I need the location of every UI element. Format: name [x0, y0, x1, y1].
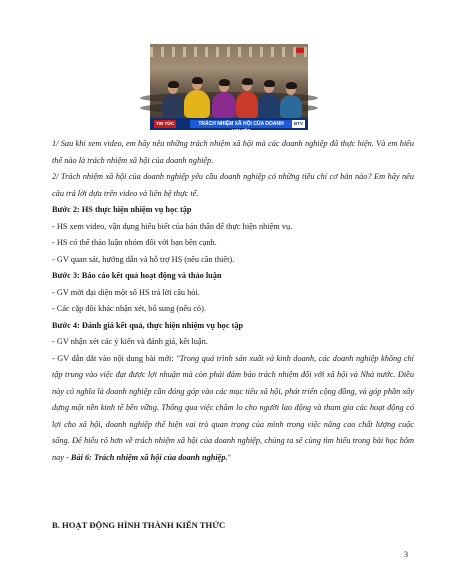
- lead-prefix: - GV dẫn dắt vào nội dung bài mới:: [52, 353, 177, 363]
- video-caption: TRÁCH NHIỆM XÃ HỘI CỦA DOANH NGHIỆP: [190, 120, 292, 128]
- step2-item: - HS xem video, vận dụng hiểu biết của bản thân để thực hiện nhiệm vụ.: [52, 221, 293, 231]
- channel-label: BTV: [294, 121, 303, 126]
- page-number: 3: [403, 550, 408, 559]
- step2-heading: Bước 2: HS thực hiện nhiệm vụ học tập: [52, 205, 192, 214]
- audience-person: [212, 92, 236, 118]
- step3-item: - GV mời đại diện một số HS trả lời câu hỏi.: [52, 287, 200, 297]
- lead-quote: "Trong quá trình sản xuất và kinh doanh, các doanh nghiệp không chỉ tập trung vào việc đạt được lợi nhuận mà còn phải đảm bảo trách nhiệm đối với xã hội và Nhà nước. Điều này có nghĩa là doanh nghiệp cần đóng góp vào các mục tiêu xã hội, phát triển cộng đồng, và góp phần xây dựng một nền kinh tế bền vững. Thông qua việc chăm lo cho người lao động và tham gia các hoạt động có lợi cho xã hội, doanh nghiệp thể hiện vai trò quan trọng của mình trong việc nâng cao chất lượng cuộc sống. Để hiểu rõ hơn về trách nhiệm xã hội của doanh nghiệp, chúng ta sẽ cùng tìm hiểu trong bài học hôm nay -: [52, 353, 414, 462]
- step4-heading: Bước 4: Đánh giá kết quả, thực hiện nhiệm vụ học tập: [52, 320, 244, 330]
- closing-quote: ": [227, 452, 231, 462]
- step2-item: - GV quan sát, hướng dẫn và hỗ trợ HS (nếu cần thiết).: [52, 254, 235, 264]
- audience-person: [280, 95, 302, 118]
- ceiling-lights: [150, 47, 308, 57]
- video-thumbnail[interactable]: [150, 44, 308, 135]
- step3-item: - Các cặp đôi khác nhận xét, bổ sung (nếu có).: [52, 304, 206, 313]
- question-1: 1/ Sau khi xem video, em hãy nêu những trách nhiệm xã hội mà các doanh nghiệp đã thực hiện. Và em hiểu thế nào là trách nhiệm xã hội của doanh nghiệp.: [52, 139, 414, 165]
- audience-person: [162, 94, 184, 118]
- question-2: 2/ Trách nhiệm xã hội của doanh nghiệp yêu cầu doanh nghiệp có những tiêu chí cơ bản nào? Em hãy nêu câu trả lời dựa trên video và liên hệ thực tế.: [52, 172, 414, 198]
- audience-person: [184, 90, 210, 118]
- audience-person: [258, 93, 280, 118]
- section-b-heading: B. HOẠT ĐỘNG HÌNH THÀNH KIẾN THỨC: [52, 520, 226, 530]
- step4-lead-paragraph: [52, 351, 414, 467]
- channel-logo-icon: [296, 48, 304, 53]
- lesson-title: Bài 6: Trách nhiệm xã hội của doanh nghiệp.: [70, 452, 228, 462]
- audience-person: [236, 91, 258, 118]
- document-body: [52, 136, 414, 466]
- step2-item: - HS có thể thảo luận nhóm đôi với bạn bên cạnh.: [52, 238, 217, 247]
- step4-item: - GV nhận xét các ý kiến và đánh giá, kết luận.: [52, 337, 208, 346]
- step3-heading: Bước 3: Báo cáo kết quả hoạt động và thảo luận: [52, 271, 222, 280]
- news-label: TIN TỨC: [156, 121, 175, 126]
